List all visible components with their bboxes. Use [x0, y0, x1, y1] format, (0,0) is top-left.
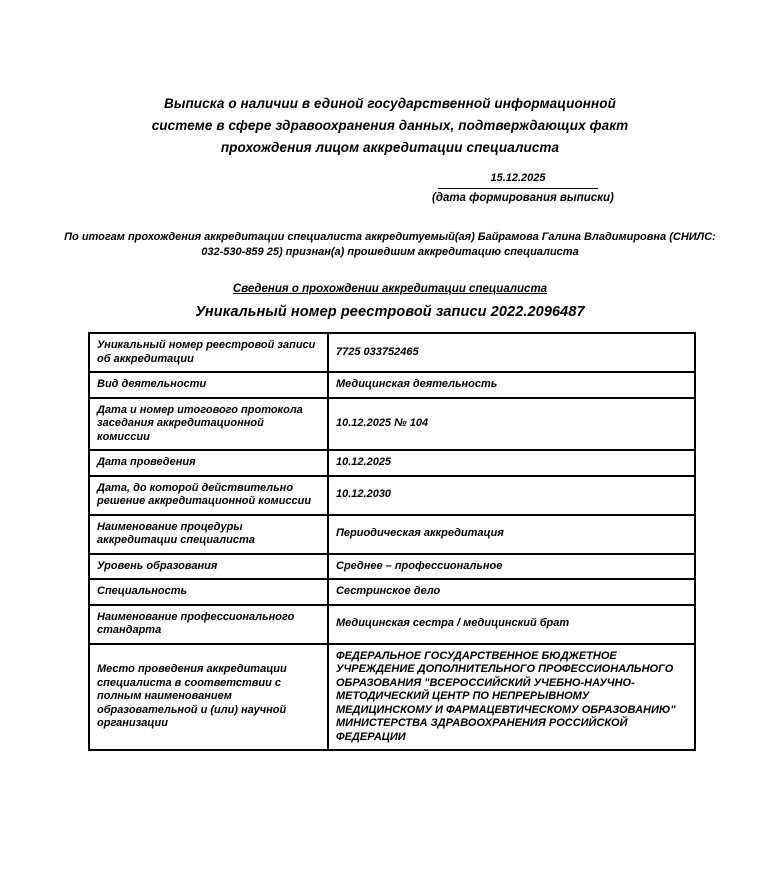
intro-paragraph [60, 230, 720, 260]
table-row-registry-number [89, 333, 695, 372]
section-heading: Сведения о прохождении аккредитации специалиста [232, 283, 548, 295]
table-row-professional-standard [89, 605, 695, 644]
row-value: Периодическая аккредитация [328, 515, 695, 554]
row-value: 10.12.2030 [328, 476, 695, 515]
registry-number-line: Уникальный номер реестровой записи 2022.2096487 [195, 304, 585, 320]
row-label: Уникальный номер реестровой записи об аккредитации [89, 333, 328, 372]
row-value: 10.12.2025 [328, 450, 695, 476]
row-label: Специальность [89, 579, 328, 605]
table-row-date-held [89, 450, 695, 476]
row-value: Медицинская сестра / медицинский брат [328, 605, 695, 644]
table-row-accreditation-place [89, 644, 695, 751]
row-value: 7725 033752465 [328, 333, 695, 372]
row-value: ФЕДЕРАЛЬНОЕ ГОСУДАРСТВЕННОЕ БЮДЖЕТНОЕ УЧРЕЖДЕНИЕ ДОПОЛНИТЕЛЬНОГО ПРОФЕССИОНАЛЬНОГО ОБРАЗОВАНИЯ "ВСЕРОССИЙСКИЙ УЧЕБНО-НАУЧНО-МЕТОДИЧЕСКИЙ ЦЕНТР ПО НЕПРЕРЫВНОМУ МЕДИЦИНСКОМУ И ФАРМАЦЕВТИЧЕСКОМУ ОБРАЗОВАНИЮ" МИНИСТЕРСТВА ЗДРАВООХРАНЕНИЯ РОССИЙСКОЙ ФЕДЕРАЦИИ [328, 644, 695, 751]
table-row-specialty [89, 579, 695, 605]
document-title-line-2: системе в сфере здравоохранения данных, подтверждающих факт [151, 118, 629, 133]
formation-date-caption: (дата формирования выписки) [432, 192, 614, 204]
table-row-activity-type [89, 372, 695, 398]
document-title [110, 93, 670, 159]
intro-line-2: 032-530-859 25) признан(а) прошедшим аккредитацию специалиста [201, 246, 579, 258]
row-label: Дата и номер итогового протокола заседания аккредитационной комиссии [89, 398, 328, 451]
table-row-valid-until [89, 476, 695, 515]
row-label: Уровень образования [89, 554, 328, 580]
row-value: 10.12.2025 № 104 [328, 398, 695, 451]
row-label: Место проведения аккредитации специалиста в соответствии с полным наименованием образовательной и (или) научной организации [89, 644, 328, 751]
row-value: Среднее – профессиональное [328, 554, 695, 580]
table-row-protocol [89, 398, 695, 451]
row-label: Вид деятельности [89, 372, 328, 398]
intro-line-1: По итогам прохождения аккредитации специалиста аккредитуемый(ая) Байрамова Галина Владимировна (СНИЛС: [64, 231, 716, 243]
table-row-procedure-name [89, 515, 695, 554]
document-title-line-3: прохождения лицом аккредитации специалиста [220, 140, 560, 155]
row-label: Наименование процедуры аккредитации специалиста [89, 515, 328, 554]
row-label: Дата проведения [89, 450, 328, 476]
row-label: Дата, до которой действительно решение аккредитационной комиссии [89, 476, 328, 515]
document-title-line-1: Выписка о наличии в единой государственной информационной [163, 96, 616, 111]
row-label: Наименование профессионального стандарта [89, 605, 328, 644]
formation-date: 15.12.2025 [438, 172, 598, 189]
row-value: Сестринское дело [328, 579, 695, 605]
accreditation-table [88, 332, 696, 751]
table-row-education-level [89, 554, 695, 580]
row-value: Медицинская деятельность [328, 372, 695, 398]
formation-date-block [432, 172, 614, 205]
